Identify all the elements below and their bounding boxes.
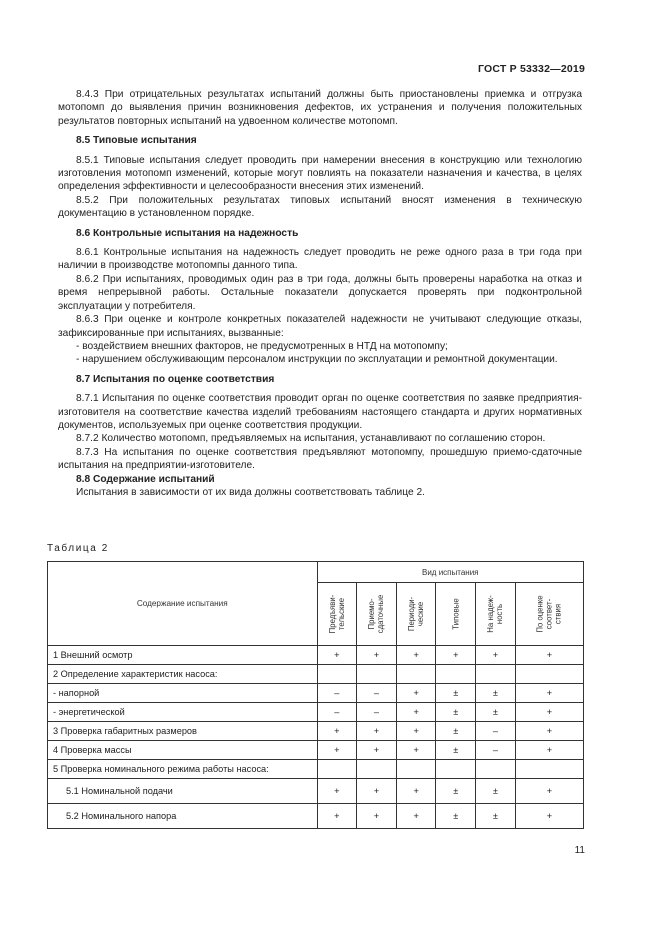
row-label: 1 Внешний осмотр [48,646,318,665]
table-cell [317,760,357,779]
table-cell: + [357,804,397,829]
table-cell: – [476,741,516,760]
table-cell: – [357,703,397,722]
column-header: Приемо- сдаточные [357,583,397,646]
row-label: 5.2 Номинального напора [48,804,318,829]
column-header: На надеж- ность [476,583,516,646]
list-item: - воздействием внешних факторов, не предусмотренных в НТД на мотопомпу; [76,340,448,352]
table-cell: ± [436,684,476,703]
paragraph-8-5-1: 8.5.1 Типовые испытания следует проводить при намерении внесения в конструкцию или технологию изготовления мотопомп изменений, которые могут повлиять на показатели назначения и качества, в целях определения эффективности и целесообразности внесения этих изменений. [58,154,582,193]
table-cell: ± [476,779,516,804]
row-label: 5 Проверка номинального режима работы насоса: [48,760,318,779]
row-label: - энергетической [48,703,318,722]
table-cell [436,665,476,684]
table-cell: + [317,741,357,760]
paragraph-8-6-3: 8.6.3 При оценке и контроле конкретных показателей надежности не учитывают следующие отказы, зафиксированные при испытаниях, вызванные: [58,314,582,339]
table-cell: ± [436,722,476,741]
table-cell: – [357,684,397,703]
table-row [48,665,584,684]
table-cell: + [357,779,397,804]
table-cell: + [357,646,397,665]
table-cell: + [396,741,436,760]
table-cell [396,665,436,684]
section-heading-8-8: 8.8 Содержание испытаний [76,473,215,485]
table-cell: + [357,722,397,741]
table-cell [476,760,516,779]
table-row [48,646,584,665]
table-cell: + [396,804,436,829]
table-row [48,703,584,722]
table-cell: + [396,703,436,722]
row-label: 2 Определение характеристик насоса: [48,665,318,684]
page-number: 11 [574,845,585,856]
table-cell: ± [436,703,476,722]
table-cell: + [515,684,583,703]
table-cell: ± [436,804,476,829]
table-cell [357,665,397,684]
table-cell: ± [436,741,476,760]
table-cell [436,760,476,779]
row-label: 3 Проверка габаритных размеров [48,722,318,741]
table-row [48,722,584,741]
table-cell: + [436,646,476,665]
table-cell: + [396,779,436,804]
table-cell [396,760,436,779]
table-cell [476,665,516,684]
table-row [48,804,584,829]
table-cell: + [396,684,436,703]
table-cell: + [515,804,583,829]
table-cell: + [396,722,436,741]
table-cell: + [515,646,583,665]
table-row [48,684,584,703]
table-cell: – [317,703,357,722]
table-cell: ± [476,703,516,722]
table-caption: Таблица 2 [47,543,109,554]
table-cell: + [515,741,583,760]
column-group-header: Вид испытания [317,562,584,583]
paragraph-8-7-3: 8.7.3 На испытания по оценке соответствия предъявляют мотопомпу, прошедшую приемо-сдаточные испытания на предприятии-изготовителе. [58,446,582,472]
table-cell: + [317,804,357,829]
paragraph-8-4-3: 8.4.3 При отрицательных результатах испытаний должны быть приостановлены приемка и отгрузка мотопомп до выявления причин возникновения дефектов, их устранения и получения положительных результатов повторных испытаний на удвоенном количестве мотопомп. [58,89,582,127]
column-header-content: Содержание испытания [48,562,318,646]
table-cell: ± [436,779,476,804]
paragraph-8-6-1: 8.6.1 Контрольные испытания на надежность следует проводить не реже одного раза в три года при наличии в производстве мотопомпы данного типа. [58,247,582,272]
table-cell: + [476,646,516,665]
paragraph-8-7-2: 8.7.2 Количество мотопомп, предъявляемых на испытания, устанавливают по соглашению сторон. [76,433,546,445]
table-cell [515,665,583,684]
table-cell: ± [476,684,516,703]
table-cell [515,760,583,779]
table-cell: + [515,722,583,741]
table-cell: + [317,779,357,804]
section-heading-8-5: 8.5 Типовые испытания [76,135,197,147]
row-label: 4 Проверка массы [48,741,318,760]
table-row [48,760,584,779]
column-header: Типовые [436,583,476,646]
table-cell: + [357,741,397,760]
tests-table [47,561,584,829]
column-header: Периоди- ческие [396,583,436,646]
table-cell: + [317,722,357,741]
column-header: По оценке соответ- ствия [515,583,583,646]
table-cell: + [515,779,583,804]
paragraph-8-7-1: 8.7.1 Испытания по оценке соответствия проводит орган по оценке соответствия по заявке предприятия-изготовителя на соответствие качества изделий требованиям настоящего стандарта и других нормативных документов, используемых при оценке соответствия продукции. [58,393,582,431]
standard-code: ГОСТ Р 53332—2019 [477,63,585,75]
paragraph-8-6-2: 8.6.2 При испытаниях, проводимых один раз в три года, должны быть проверены наработка на отказ и время непрерывной работы. Остальные показатели допускается проверять при подконтрольной эксплуатации у потребителя. [58,273,582,312]
row-label: 5.1 Номинальной подачи [48,779,318,804]
table-cell: + [515,703,583,722]
list-item: - нарушением обслуживающим персоналом инструкции по эксплуатации и ремонтной документации. [76,354,558,366]
paragraph-8-8: Испытания в зависимости от их вида должны соответствовать таблице 2. [76,486,425,498]
paragraph-8-5-2: 8.5.2 При положительных результатах типовых испытаний вносят изменения в техническую документацию в установленном порядке. [58,194,582,220]
table-cell [357,760,397,779]
table-cell: ± [476,804,516,829]
table-cell [317,665,357,684]
section-heading-8-6: 8.6 Контрольные испытания на надежность [76,227,299,239]
table-cell: – [317,684,357,703]
table-cell: – [476,722,516,741]
table-row [48,779,584,804]
table-row [48,741,584,760]
table-cell: + [396,646,436,665]
table-cell: + [317,646,357,665]
document-body [58,88,582,499]
section-heading-8-7: 8.7 Испытания по оценке соответствия [76,373,275,385]
column-header: Предъяви- тельские [317,583,357,646]
row-label: - напорной [48,684,318,703]
